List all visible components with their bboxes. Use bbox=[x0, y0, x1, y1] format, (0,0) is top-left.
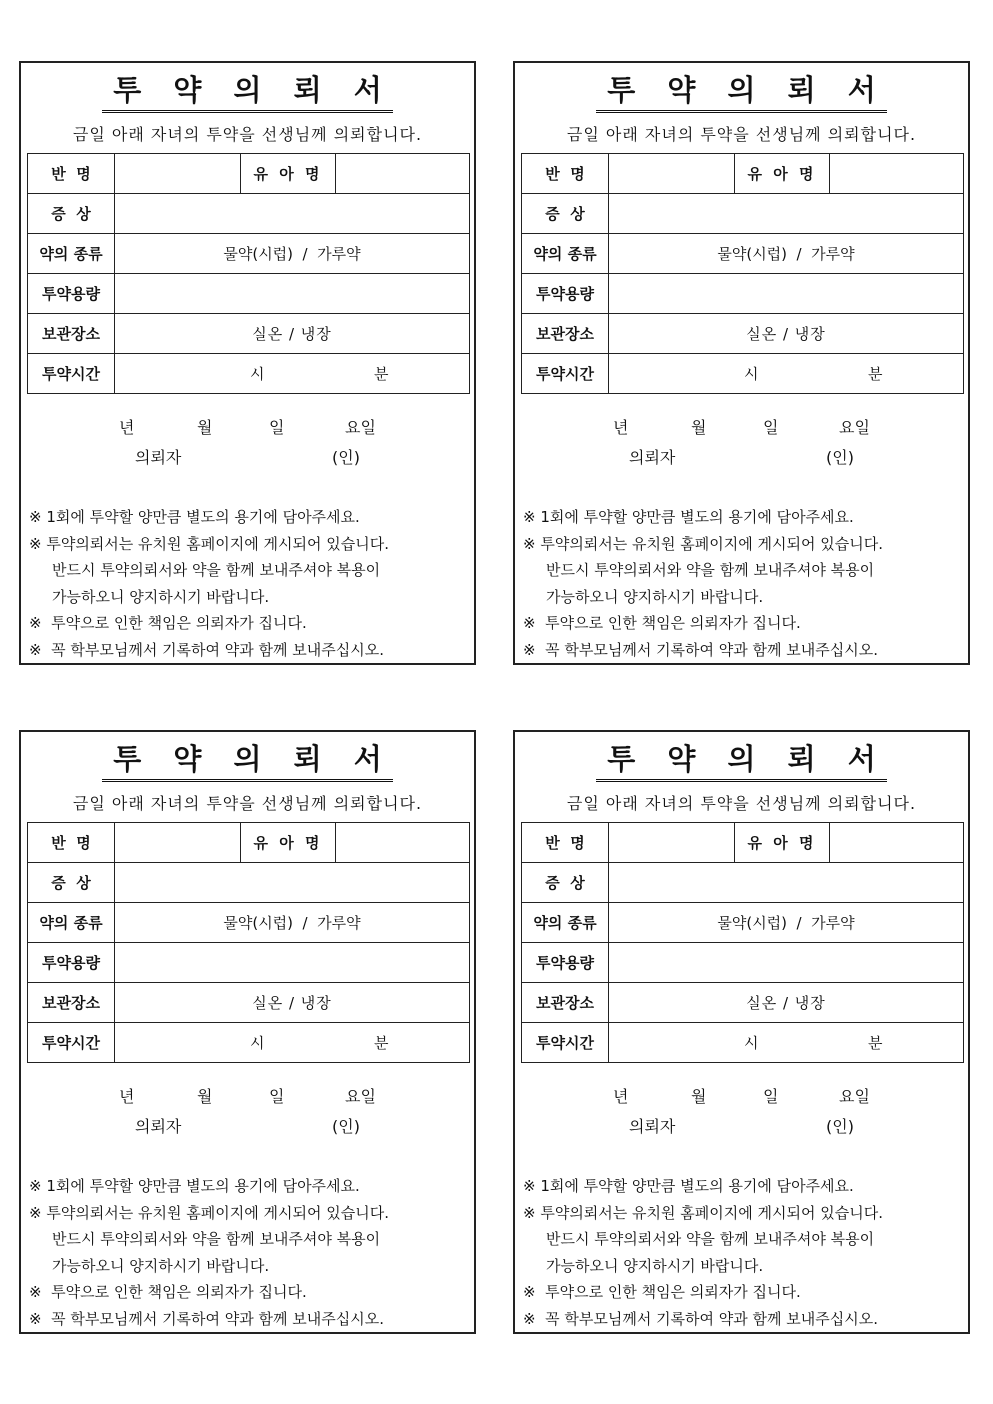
medicine-type-options[interactable]: 물약(시럽) / 가루약 bbox=[609, 234, 964, 274]
class-label: 반 명 bbox=[28, 823, 115, 863]
note-item: ※ 1회에 투약할 양만큼 별도의 용기에 담아주세요. bbox=[29, 508, 360, 526]
medication-form-table bbox=[27, 822, 470, 1063]
month-label: 월 bbox=[691, 1087, 707, 1106]
seal-label: (인) bbox=[332, 448, 360, 467]
note-item: 반드시 투약의뢰서와 약을 함께 보내주셔야 복용이 bbox=[546, 1230, 875, 1248]
dose-field[interactable] bbox=[115, 274, 470, 314]
child-name-label: 유 아 명 bbox=[735, 154, 830, 194]
symptom-field[interactable] bbox=[609, 194, 964, 234]
note-item: 반드시 투약의뢰서와 약을 함께 보내주셔야 복용이 bbox=[52, 1230, 381, 1248]
notes-list bbox=[523, 504, 963, 663]
time-field[interactable] bbox=[609, 354, 964, 394]
dose-label: 투약용량 bbox=[28, 274, 115, 314]
requester-label: 의뢰자 bbox=[135, 448, 182, 467]
medication-form-table bbox=[521, 153, 964, 394]
medicine-type-label: 약의 종류 bbox=[28, 234, 115, 274]
dose-row bbox=[522, 943, 964, 983]
storage-row bbox=[28, 983, 470, 1023]
storage-options[interactable]: 실온 / 냉장 bbox=[609, 983, 964, 1023]
weekday-label: 요일 bbox=[839, 1087, 870, 1106]
child-name-label: 유 아 명 bbox=[241, 823, 336, 863]
class-label: 반 명 bbox=[522, 154, 609, 194]
dose-row bbox=[28, 274, 470, 314]
form-title: 투 약 의 뢰 서 bbox=[515, 71, 968, 113]
note-item: ※ 꼭 학부모님께서 기록하여 약과 함께 보내주십시오. bbox=[523, 1309, 879, 1328]
form-title: 투 약 의 뢰 서 bbox=[21, 71, 474, 113]
note-item: 반드시 투약의뢰서와 약을 함께 보내주셔야 복용이 bbox=[52, 561, 381, 579]
hour-label: 시 bbox=[744, 1034, 759, 1052]
note-item: 가능하오니 양지하시기 바랍니다. bbox=[546, 587, 764, 606]
note-item: ※ 투약의뢰서는 유치원 홈페이지에 게시되어 있습니다. bbox=[29, 1203, 389, 1222]
dose-field[interactable] bbox=[115, 943, 470, 983]
child-name-field[interactable] bbox=[830, 154, 964, 194]
notes-list bbox=[523, 1173, 963, 1332]
dose-label: 투약용량 bbox=[28, 943, 115, 983]
note-item: ※ 투약의뢰서는 유치원 홈페이지에 게시되어 있습니다. bbox=[29, 534, 389, 553]
medicine-type-row bbox=[28, 903, 470, 943]
medicine-type-options[interactable]: 물약(시럽) / 가루약 bbox=[115, 903, 470, 943]
minute-label: 분 bbox=[868, 1034, 883, 1052]
storage-options[interactable]: 실온 / 냉장 bbox=[115, 314, 470, 354]
dose-row bbox=[522, 274, 964, 314]
day-label: 일 bbox=[269, 418, 285, 437]
class-row bbox=[28, 823, 470, 863]
medication-request-form-3 bbox=[19, 730, 476, 1334]
symptom-label: 증 상 bbox=[522, 863, 609, 903]
time-row bbox=[522, 1023, 964, 1063]
month-label: 월 bbox=[691, 418, 707, 437]
storage-label: 보관장소 bbox=[522, 983, 609, 1023]
medicine-type-label: 약의 종류 bbox=[522, 903, 609, 943]
class-label: 반 명 bbox=[28, 154, 115, 194]
month-label: 월 bbox=[197, 1087, 213, 1106]
symptom-label: 증 상 bbox=[522, 194, 609, 234]
hour-label: 시 bbox=[250, 365, 265, 383]
storage-row bbox=[522, 314, 964, 354]
note-item: ※ 꼭 학부모님께서 기록하여 약과 함께 보내주십시오. bbox=[523, 640, 879, 659]
medicine-type-options[interactable]: 물약(시럽) / 가루약 bbox=[115, 234, 470, 274]
class-row bbox=[28, 154, 470, 194]
requester-label: 의뢰자 bbox=[135, 1117, 182, 1136]
symptom-label: 증 상 bbox=[28, 863, 115, 903]
class-row bbox=[522, 823, 964, 863]
medicine-type-row bbox=[522, 903, 964, 943]
class-row bbox=[522, 154, 964, 194]
medication-request-form-2 bbox=[513, 61, 970, 665]
year-label: 년 bbox=[119, 418, 135, 437]
year-label: 년 bbox=[613, 1087, 629, 1106]
time-field[interactable] bbox=[609, 1023, 964, 1063]
storage-label: 보관장소 bbox=[28, 983, 115, 1023]
class-field[interactable] bbox=[115, 154, 241, 194]
medicine-type-row bbox=[28, 234, 470, 274]
weekday-label: 요일 bbox=[345, 418, 376, 437]
medication-request-form-4 bbox=[513, 730, 970, 1334]
hour-label: 시 bbox=[744, 365, 759, 383]
note-item: ※ 투약으로 인한 책임은 의뢰자가 집니다. bbox=[29, 1283, 307, 1301]
form-subtitle: 금일 아래 자녀의 투약을 선생님께 의뢰합니다. bbox=[72, 125, 423, 144]
time-row bbox=[28, 354, 470, 394]
note-item: 반드시 투약의뢰서와 약을 함께 보내주셔야 복용이 bbox=[546, 561, 875, 579]
dose-label: 투약용량 bbox=[522, 274, 609, 314]
form-subtitle: 금일 아래 자녀의 투약을 선생님께 의뢰합니다. bbox=[566, 794, 917, 813]
symptom-field[interactable] bbox=[609, 863, 964, 903]
requester-label: 의뢰자 bbox=[629, 1117, 676, 1136]
weekday-label: 요일 bbox=[839, 418, 870, 437]
day-label: 일 bbox=[763, 1087, 779, 1106]
dose-label: 투약용량 bbox=[522, 943, 609, 983]
storage-row bbox=[28, 314, 470, 354]
seal-label: (인) bbox=[826, 1117, 854, 1136]
minute-label: 분 bbox=[374, 365, 389, 383]
requester-label: 의뢰자 bbox=[629, 448, 676, 467]
medication-form-table bbox=[521, 822, 964, 1063]
child-name-label: 유 아 명 bbox=[735, 823, 830, 863]
note-item: ※ 1회에 투약할 양만큼 별도의 용기에 담아주세요. bbox=[29, 1177, 360, 1195]
time-label: 투약시간 bbox=[28, 354, 115, 394]
minute-label: 분 bbox=[374, 1034, 389, 1052]
note-item: 가능하오니 양지하시기 바랍니다. bbox=[52, 587, 270, 606]
note-item: ※ 투약으로 인한 책임은 의뢰자가 집니다. bbox=[523, 1283, 801, 1301]
note-item: ※ 투약의뢰서는 유치원 홈페이지에 게시되어 있습니다. bbox=[523, 1203, 883, 1222]
dose-row bbox=[28, 943, 470, 983]
medication-form-table bbox=[27, 153, 470, 394]
note-item: ※ 꼭 학부모님께서 기록하여 약과 함께 보내주십시오. bbox=[29, 1309, 385, 1328]
year-label: 년 bbox=[119, 1087, 135, 1106]
note-item: ※ 투약으로 인한 책임은 의뢰자가 집니다. bbox=[523, 614, 801, 632]
symptom-field[interactable] bbox=[115, 863, 470, 903]
time-label: 투약시간 bbox=[522, 1023, 609, 1063]
month-label: 월 bbox=[197, 418, 213, 437]
symptom-row bbox=[28, 863, 470, 903]
symptom-field[interactable] bbox=[115, 194, 470, 234]
class-field[interactable] bbox=[609, 154, 735, 194]
dose-field[interactable] bbox=[609, 943, 964, 983]
form-title: 투 약 의 뢰 서 bbox=[515, 740, 968, 782]
form-subtitle: 금일 아래 자녀의 투약을 선생님께 의뢰합니다. bbox=[566, 125, 917, 144]
seal-label: (인) bbox=[826, 448, 854, 467]
note-item: 가능하오니 양지하시기 바랍니다. bbox=[52, 1256, 270, 1275]
notes-list bbox=[29, 1173, 469, 1332]
time-field[interactable] bbox=[115, 354, 470, 394]
time-row bbox=[522, 354, 964, 394]
form-title: 투 약 의 뢰 서 bbox=[21, 740, 474, 782]
medicine-type-label: 약의 종류 bbox=[28, 903, 115, 943]
class-field[interactable] bbox=[609, 823, 735, 863]
notes-list bbox=[29, 504, 469, 663]
time-label: 투약시간 bbox=[522, 354, 609, 394]
day-label: 일 bbox=[269, 1087, 285, 1106]
note-item: ※ 투약의뢰서는 유치원 홈페이지에 게시되어 있습니다. bbox=[523, 534, 883, 553]
medicine-type-options[interactable]: 물약(시럽) / 가루약 bbox=[609, 903, 964, 943]
child-name-field[interactable] bbox=[336, 154, 470, 194]
weekday-label: 요일 bbox=[345, 1087, 376, 1106]
symptom-label: 증 상 bbox=[28, 194, 115, 234]
time-label: 투약시간 bbox=[28, 1023, 115, 1063]
day-label: 일 bbox=[763, 418, 779, 437]
storage-options[interactable]: 실온 / 냉장 bbox=[609, 314, 964, 354]
note-item: ※ 1회에 투약할 양만큼 별도의 용기에 담아주세요. bbox=[523, 508, 854, 526]
storage-label: 보관장소 bbox=[522, 314, 609, 354]
storage-label: 보관장소 bbox=[28, 314, 115, 354]
dose-field[interactable] bbox=[609, 274, 964, 314]
storage-options[interactable]: 실온 / 냉장 bbox=[115, 983, 470, 1023]
child-name-field[interactable] bbox=[830, 823, 964, 863]
minute-label: 분 bbox=[868, 365, 883, 383]
note-item: ※ 투약으로 인한 책임은 의뢰자가 집니다. bbox=[29, 614, 307, 632]
form-subtitle: 금일 아래 자녀의 투약을 선생님께 의뢰합니다. bbox=[72, 794, 423, 813]
medication-request-form-1 bbox=[19, 61, 476, 665]
time-row bbox=[28, 1023, 470, 1063]
class-field[interactable] bbox=[115, 823, 241, 863]
symptom-row bbox=[28, 194, 470, 234]
seal-label: (인) bbox=[332, 1117, 360, 1136]
year-label: 년 bbox=[613, 418, 629, 437]
child-name-label: 유 아 명 bbox=[241, 154, 336, 194]
note-item: ※ 1회에 투약할 양만큼 별도의 용기에 담아주세요. bbox=[523, 1177, 854, 1195]
note-item: ※ 꼭 학부모님께서 기록하여 약과 함께 보내주십시오. bbox=[29, 640, 385, 659]
medicine-type-row bbox=[522, 234, 964, 274]
symptom-row bbox=[522, 194, 964, 234]
time-field[interactable] bbox=[115, 1023, 470, 1063]
symptom-row bbox=[522, 863, 964, 903]
class-label: 반 명 bbox=[522, 823, 609, 863]
note-item: 가능하오니 양지하시기 바랍니다. bbox=[546, 1256, 764, 1275]
hour-label: 시 bbox=[250, 1034, 265, 1052]
child-name-field[interactable] bbox=[336, 823, 470, 863]
storage-row bbox=[522, 983, 964, 1023]
medicine-type-label: 약의 종류 bbox=[522, 234, 609, 274]
